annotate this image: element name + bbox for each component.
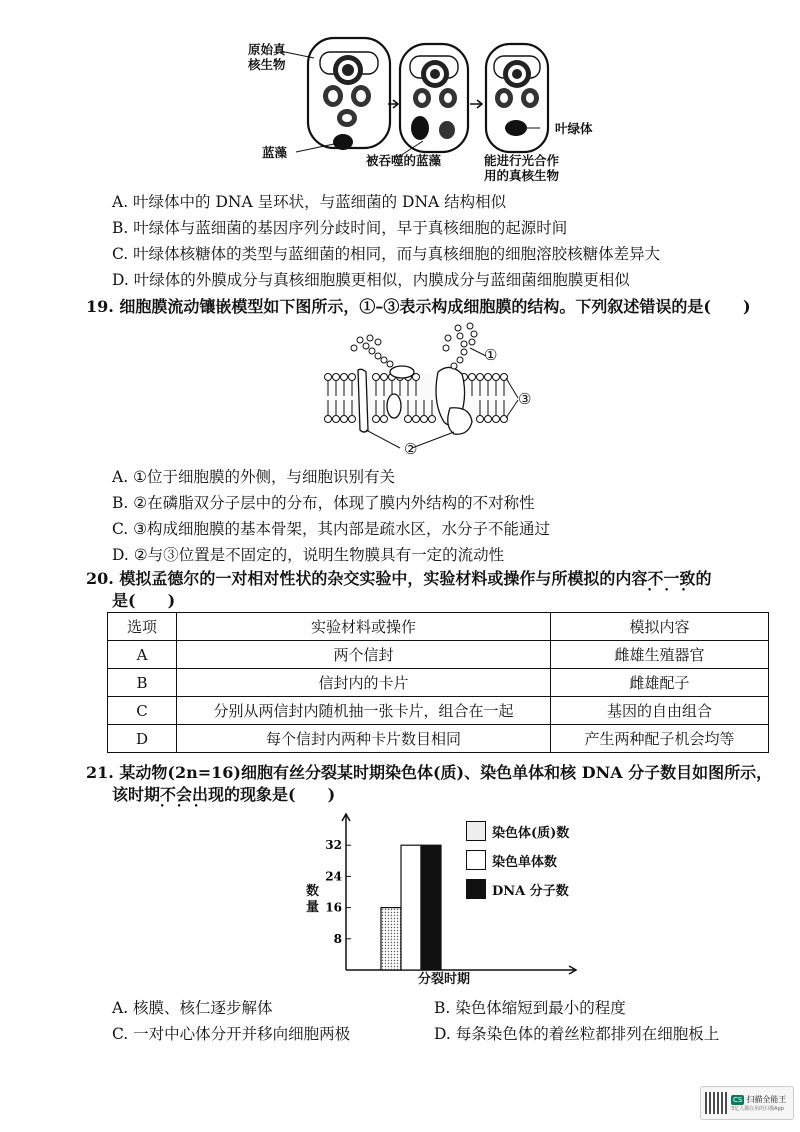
primitive-eukaryote-cell [308, 38, 390, 150]
membrane-marker-1: ① [484, 346, 498, 364]
qr-code-icon [705, 1092, 727, 1114]
q20-stem-line2: 是( ) [112, 591, 176, 610]
table-row: B 信封内的卡片 雌雄配子 [108, 669, 769, 697]
table-row: A 两个信封 雌雄生殖器官 [108, 641, 769, 669]
q19-option-c: C. ③构成细胞膜的基本骨架，其内部是疏水区，水分子不能通过 [112, 520, 551, 538]
table-header-row: 选项 实验材料或操作 模拟内容 [108, 613, 769, 641]
bar-dna [421, 845, 441, 970]
legend-swatch-chromosome [466, 821, 486, 841]
bar-chromosome [381, 908, 401, 970]
q19-option-a: A. ①位于细胞膜的外侧，与细胞识别有关 [112, 468, 395, 486]
q18-option-b: B. 叶绿体与蓝细菌的基因序列分歧时间，早于真核细胞的起源时间 [112, 219, 568, 237]
q21-emphasis: 不会出现 • • • [160, 785, 224, 804]
q18-option-d: D. 叶绿体的外膜成分与真核细胞膜更相似，内膜成分与蓝细菌细胞膜更相似 [112, 271, 630, 289]
bar-chromatid [401, 845, 421, 970]
table-row: C 分别从两信封内随机抽一张卡片，组合在一起 基因的自由组合 [108, 697, 769, 725]
glycoprotein-chains [351, 323, 477, 369]
y-tick-label: 16 [325, 900, 342, 915]
label-primitive-eukaryote: 原始真 核生物 [248, 42, 286, 72]
label-engulfed-cyanobacteria: 被吞噬的蓝藻 [366, 153, 442, 168]
y-tick-label: 32 [325, 838, 342, 853]
q18-option-a: A. 叶绿体中的 DNA 呈环状，与蓝细菌的 DNA 结构相似 [112, 193, 507, 211]
q21-stem-line2: 该时期不会出现 • • •的现象是( ) [112, 782, 335, 805]
legend-item: DNA 分子数 [466, 876, 569, 902]
q19-option-d: D. ②与③位置是不固定的，说明生物膜具有一定的流动性 [112, 546, 505, 564]
q20-table [107, 612, 769, 753]
legend-item: 染色体(质)数 [466, 818, 569, 844]
membrane-marker-3: ③ [518, 390, 532, 408]
q21-option-c: C. 一对中心体分开并移向细胞两极 [112, 1025, 351, 1043]
legend-swatch-chromatid [466, 850, 486, 870]
q21-option-d: D. 每条染色体的着丝粒都排列在细胞板上 [434, 1025, 720, 1043]
q21-stem: 21. 某动物(2n=16)细胞有丝分裂某时期染色体(质)、染色单体和核 DNA 分子数目如图所示， [86, 763, 773, 782]
q21-option-b: B. 染色体缩短到最小的程度 [434, 999, 626, 1017]
label-photosynthetic-eukaryote: 能进行光合作 用的真核生物 [484, 153, 560, 183]
photosynthetic-eukaryote-cell [486, 44, 548, 152]
legend-swatch-dna [466, 879, 486, 899]
q20-emphasis: 不一致 • • • [647, 569, 695, 588]
chart-xlabel: 分裂时期 [418, 972, 471, 987]
label-cyanobacteria: 蓝藻 [262, 145, 288, 160]
cs-logo-icon: CS [733, 1095, 743, 1104]
engulfing-cell [400, 44, 468, 152]
q19-option-b: B. ②在磷脂双分子层中的分布，体现了膜内外结构的不对称性 [112, 494, 535, 512]
y-tick-label: 24 [325, 869, 342, 884]
y-tick-label: 8 [333, 931, 342, 946]
q18-option-c: C. 叶绿体核糖体的类型与蓝细菌的相同，而与真核细胞的细胞溶胶核糖体差异大 [112, 245, 661, 263]
membrane-marker-2: ② [404, 440, 418, 458]
legend-item: 染色单体数 [466, 847, 569, 873]
scanner-watermark: CS 扫描全能王 3亿人都在用的扫描App [700, 1086, 794, 1120]
chart-ylabel: 数量 [306, 884, 320, 915]
chart-legend [466, 818, 569, 902]
q19-stem: 19. 细胞膜流动镶嵌模型如下图所示，①–③表示构成细胞膜的结构。下列叙述错误的是( ) [86, 297, 751, 316]
q20-stem: 20. 模拟孟德尔的一对相对性状的杂交实验中，实验材料或操作与所模拟的内容不一致 • • •的 [86, 566, 711, 589]
table-row: D 每个信封内两种卡片数目相同 产生两种配子机会均等 [108, 725, 769, 753]
label-chloroplast: 叶绿体 [555, 121, 593, 136]
q21-option-a: A. 核膜、核仁逐步解体 [112, 999, 273, 1017]
